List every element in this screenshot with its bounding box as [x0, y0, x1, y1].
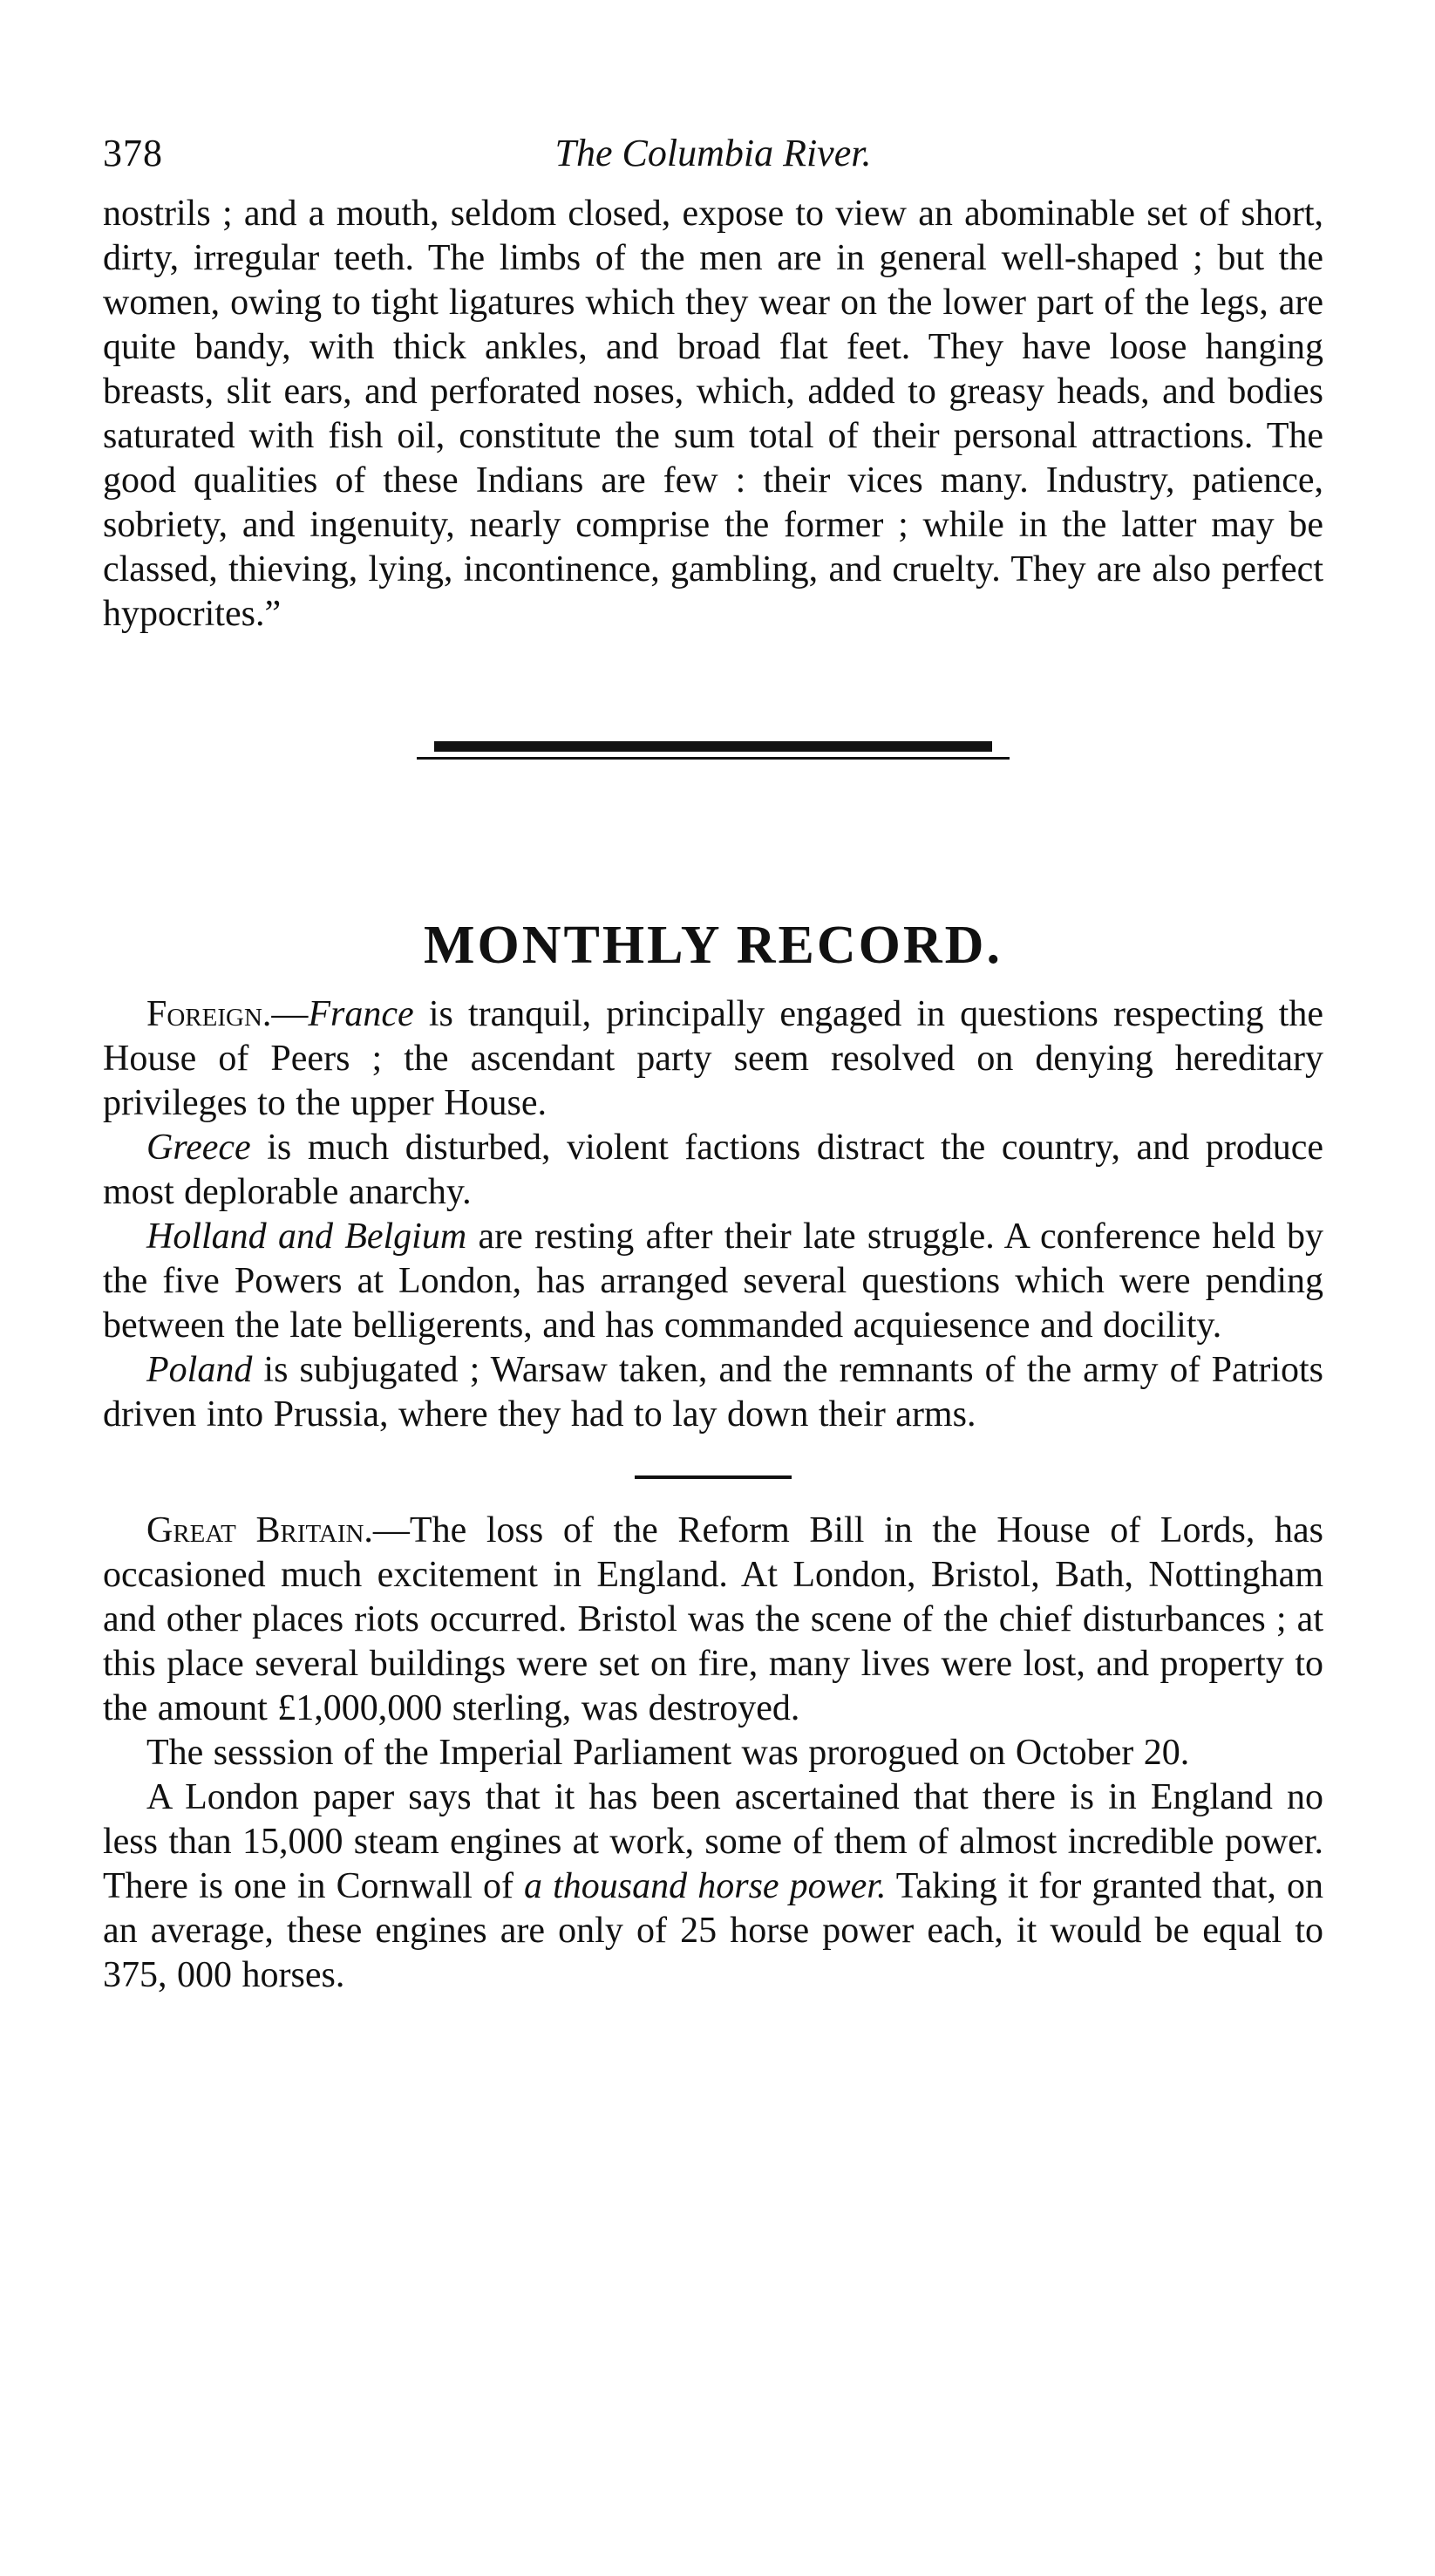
- poland-label: Poland: [146, 1350, 253, 1390]
- foreign-poland-paragraph: [103, 1348, 1323, 1437]
- foreign-greece-paragraph: [103, 1126, 1323, 1215]
- short-divider: [635, 1475, 792, 1479]
- france-label: France: [308, 994, 414, 1034]
- parliament-paragraph: The sesssion of the Imperial Parliament was prorogued on October 20.: [146, 1733, 1190, 1773]
- foreign-france-paragraph: [103, 992, 1323, 1126]
- poland-text: is subjugated ; Warsaw taken, and the remnants of the army of Patriots driven into Prussia, where they had to lay down their arms.: [103, 1350, 1323, 1435]
- quote-paragraph: nostrils ; and a mouth, seldom closed, expose to view an abominable set of short, dirty, irregular teeth. The limbs of the men are in general well-shaped ; but the women, owing to tight ligatures which they wear on the lower part of the legs, are quite bandy, with thick ankles, and broad flat feet. They have loose hanging breasts, slit ears, and perforated noses, which, added to greasy heads, and bodies saturated with fish oil, constitute the sum total of their personal attractions. The good qualities of these Indians are few : their vices many. Industry, patience, sobriety, and ingenuity, nearly comprise the former ; while in the latter may be classed, thieving, lying, incontinence, gambling, and cruelty. They are also perfect hypocrites.”: [103, 194, 1323, 634]
- page-number: 378: [103, 132, 163, 174]
- steam-text-2: Taking it for granted that, on an average, these engines are only of 25 horse power each, it would be equal to 375, 000 horses.: [103, 1866, 1323, 1995]
- divider-thin-line: [417, 757, 1010, 760]
- running-title: The Columbia River.: [554, 132, 872, 174]
- greece-text: is much disturbed, violent factions distract the country, and produce most deplorable anarchy.: [103, 1128, 1323, 1212]
- holland-text: are resting after their late struggle. A conference held by the five Powers at London, has arranged several questions which were pending between the late belligerents, and has commanded acquiesence and docility.: [103, 1216, 1323, 1346]
- foreign-label: Foreign.: [146, 994, 272, 1034]
- holland-label: Holland and Belgium: [146, 1216, 467, 1257]
- steam-paragraph: [103, 1775, 1323, 1998]
- section-title: MONTHLY RECORD.: [424, 916, 1003, 975]
- section-divider: [417, 741, 1010, 760]
- britain-paragraph: [103, 1509, 1323, 1731]
- france-text: is tranquil, principally engaged in questions respecting the House of Peers ; the ascendant party seem resolved on denying hereditary privileges to the upper House.: [103, 994, 1323, 1123]
- book-page: [103, 131, 1323, 1998]
- britain-text: The loss of the Reform Bill in the House of Lords, has occasioned much excitement in England. At London, Bristol, Bath, Nottingham and other places riots occurred. Bristol was the scene of the chief disturbances ; at this place several buildings were set on fire, many lives were lost, and property to the amount £1,000,000 sterling, was destroyed.: [103, 1510, 1323, 1728]
- steam-italic: a thousand horse power.: [524, 1866, 887, 1906]
- foreign-holland-paragraph: [103, 1215, 1323, 1348]
- running-head: [103, 131, 1323, 192]
- steam-text-1: A London paper says that it has been ascertained that there is in England no less than 15,000 steam engines at work, some of them of almost incredible power. There is one in Cornwall of: [103, 1777, 1323, 1906]
- divider-thick-line: [434, 741, 992, 752]
- greece-label: Greece: [146, 1128, 251, 1168]
- britain-dash: —: [372, 1510, 410, 1550]
- foreign-dash: —: [271, 994, 309, 1034]
- britain-label: Great Britain.: [146, 1510, 373, 1550]
